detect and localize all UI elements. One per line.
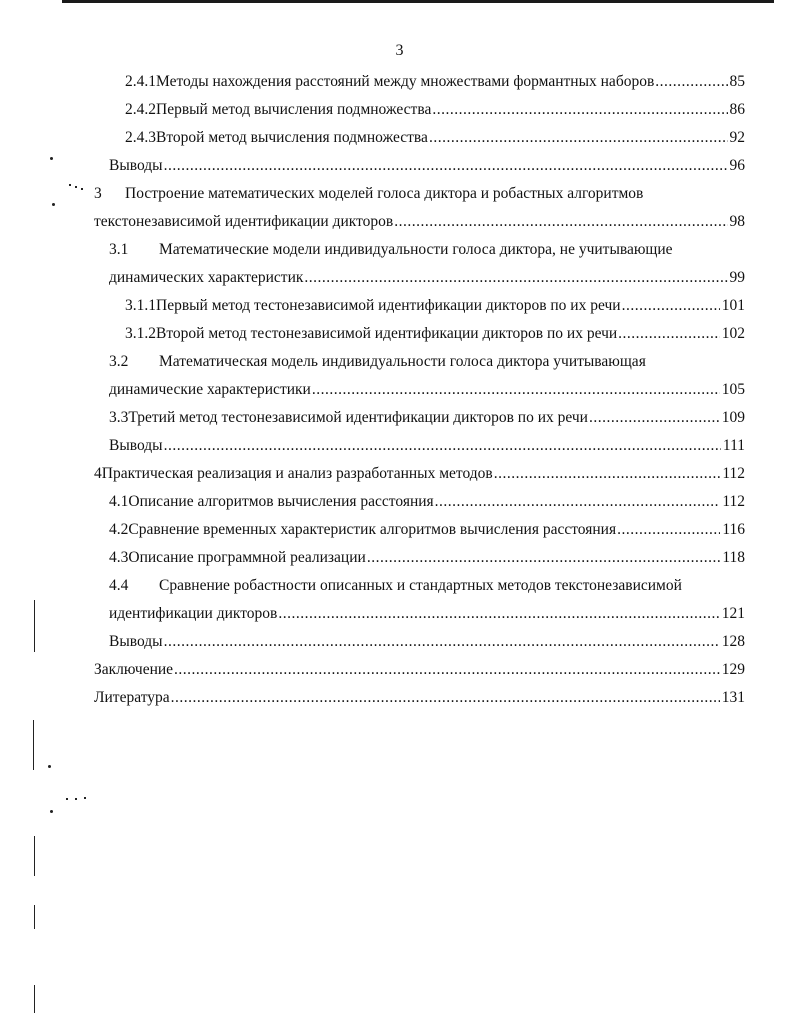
toc-page: 121 xyxy=(721,605,745,622)
toc-title: Практическая реализация и анализ разработанных методов xyxy=(101,465,493,482)
toc-title: Сравнение временных характеристик алгоритмов вычисления расстояния xyxy=(128,521,617,538)
toc-page: 112 xyxy=(722,465,745,482)
toc-leader-dots xyxy=(174,660,720,680)
toc-page: 128 xyxy=(721,633,745,650)
toc-number: 4 xyxy=(94,465,102,482)
toc-page: 116 xyxy=(722,521,745,538)
toc-page: 99 xyxy=(729,269,745,286)
toc-entry-4[interactable] xyxy=(94,464,745,484)
toc-page: 98 xyxy=(729,213,745,230)
toc-leader-dots xyxy=(278,604,719,624)
scan-speck xyxy=(75,798,77,800)
scan-speck xyxy=(50,157,53,160)
toc-title: Выводы xyxy=(109,633,163,650)
toc-entry-conclusions-ch3[interactable] xyxy=(109,436,745,456)
toc-leader-dots xyxy=(164,436,721,456)
toc-title: Описание программной реализации xyxy=(128,549,366,566)
toc-number: 2.4.1 xyxy=(125,73,156,90)
toc-title: Заключение xyxy=(94,661,174,678)
toc-page: 129 xyxy=(721,661,745,678)
toc-entry-4-1[interactable] xyxy=(109,492,745,512)
toc-entry-conclusion[interactable] xyxy=(94,660,745,680)
toc-page: 101 xyxy=(721,297,745,314)
toc-page: 118 xyxy=(722,549,745,566)
toc-title: Первый метод вычисления подмножества xyxy=(156,101,432,118)
toc-entry-2-4-1[interactable] xyxy=(125,72,745,92)
toc-title: Сравнение робастности описанных и стандартных методов текстонезависимой xyxy=(159,577,682,594)
toc-page: 102 xyxy=(721,325,745,342)
scan-margin-line xyxy=(34,836,35,876)
toc-number: 4.2 xyxy=(109,521,129,538)
toc-entry-4-2[interactable] xyxy=(109,520,745,540)
toc-leader-dots xyxy=(622,296,720,316)
toc-title-continued: динамические характеристики xyxy=(109,381,311,398)
toc-number: 3 xyxy=(94,185,102,202)
toc-entry-2-4-3[interactable] xyxy=(125,128,745,148)
toc-title: Математические модели индивидуальности голоса диктора, не учитывающие xyxy=(159,241,673,258)
toc-entry-3-1-cont[interactable] xyxy=(109,268,745,288)
toc-number: 2.4.3 xyxy=(125,129,156,146)
toc-title: Третий метод тестонезависимой идентификации дикторов по их речи xyxy=(128,409,588,426)
scan-margin-line xyxy=(33,720,34,770)
toc-title: Описание алгоритмов вычисления расстояния xyxy=(128,493,434,510)
toc-entry-3-1[interactable] xyxy=(109,240,745,260)
toc-title: Второй метод вычисления подмножества xyxy=(156,129,428,146)
toc-page: 105 xyxy=(721,381,745,398)
toc-number: 3.3 xyxy=(109,409,129,426)
toc-leader-dots xyxy=(171,688,720,708)
toc-number: 3.1.1 xyxy=(125,297,156,314)
scan-speck xyxy=(66,798,68,800)
toc-title: Первый метод тестонезависимой идентификации дикторов по их речи xyxy=(156,297,621,314)
toc-number: 4.4 xyxy=(109,577,129,594)
toc-title-continued: динамических характеристик xyxy=(109,269,304,286)
scan-margin-line xyxy=(34,985,35,1013)
toc-page: 131 xyxy=(721,689,745,706)
toc-title: Выводы xyxy=(109,437,163,454)
toc-number: 3.1 xyxy=(109,241,129,258)
toc-page: 92 xyxy=(729,129,745,146)
scan-speck xyxy=(81,188,83,190)
toc-leader-dots xyxy=(589,408,720,428)
toc-number: 4.1 xyxy=(109,493,129,510)
toc-page: 111 xyxy=(722,437,745,454)
toc-entry-conclusions-ch2[interactable] xyxy=(109,156,745,176)
scan-speck xyxy=(84,797,86,799)
scan-speck xyxy=(69,184,71,186)
toc-title: Методы нахождения расстояний между множествами формантных наборов xyxy=(156,73,655,90)
scan-margin-line xyxy=(34,905,35,929)
scan-speck xyxy=(50,810,53,813)
toc-entry-3-2[interactable] xyxy=(109,352,745,372)
toc-title: Литература xyxy=(94,689,170,706)
toc-entry-2-4-2[interactable] xyxy=(125,100,745,120)
toc-number: 3.1.2 xyxy=(125,325,156,342)
toc-leader-dots xyxy=(655,72,727,92)
toc-entry-references[interactable] xyxy=(94,688,745,708)
toc-leader-dots xyxy=(432,100,727,120)
toc-title: Построение математических моделей голоса диктора и робастных алгоритмов xyxy=(125,185,644,202)
scan-speck xyxy=(52,203,55,206)
toc-title: Выводы xyxy=(109,157,163,174)
toc-number: 2.4.2 xyxy=(125,101,156,118)
toc-entry-3-cont[interactable] xyxy=(94,212,745,232)
toc-leader-dots xyxy=(164,156,728,176)
toc-page: 86 xyxy=(729,101,745,118)
toc-page: 96 xyxy=(729,157,745,174)
toc-leader-dots xyxy=(618,324,720,344)
toc-entry-3[interactable] xyxy=(94,184,745,204)
toc-page: 85 xyxy=(729,73,745,90)
toc-page: 109 xyxy=(721,409,745,426)
toc-title: Математическая модель индивидуальности голоса диктора учитывающая xyxy=(159,353,646,370)
toc-entry-3-1-2[interactable] xyxy=(125,324,745,344)
scan-speck xyxy=(48,765,51,768)
toc-entry-4-4[interactable] xyxy=(109,576,745,596)
toc-leader-dots xyxy=(367,548,720,568)
toc-number: 3.2 xyxy=(109,353,129,370)
page-number: 3 xyxy=(395,42,404,59)
toc-entry-3-2-cont[interactable] xyxy=(109,380,745,400)
toc-page: 112 xyxy=(722,493,745,510)
toc-leader-dots xyxy=(164,632,720,652)
toc-leader-dots xyxy=(617,520,720,540)
page-top-border xyxy=(62,0,774,3)
toc-title-continued: текстонезависимой идентификации дикторов xyxy=(94,213,394,230)
toc-leader-dots xyxy=(312,380,720,400)
toc-entry-3-1-1[interactable] xyxy=(125,296,745,316)
toc-title-continued: идентификации дикторов xyxy=(109,605,278,622)
toc-leader-dots xyxy=(394,212,727,232)
toc-entry-3-3[interactable] xyxy=(109,408,745,428)
toc-entry-4-3[interactable] xyxy=(109,548,745,568)
toc-title: Второй метод тестонезависимой идентификации дикторов по их речи xyxy=(156,325,618,342)
toc-entry-conclusions-ch4[interactable] xyxy=(109,632,745,652)
toc-leader-dots xyxy=(435,492,721,512)
scan-margin-line xyxy=(34,600,35,652)
scan-speck xyxy=(75,186,77,188)
toc-entry-4-4-cont[interactable] xyxy=(109,604,745,624)
toc-leader-dots xyxy=(429,128,728,148)
toc-number: 4.3 xyxy=(109,549,129,566)
toc-leader-dots xyxy=(494,464,721,484)
toc-leader-dots xyxy=(304,268,727,288)
